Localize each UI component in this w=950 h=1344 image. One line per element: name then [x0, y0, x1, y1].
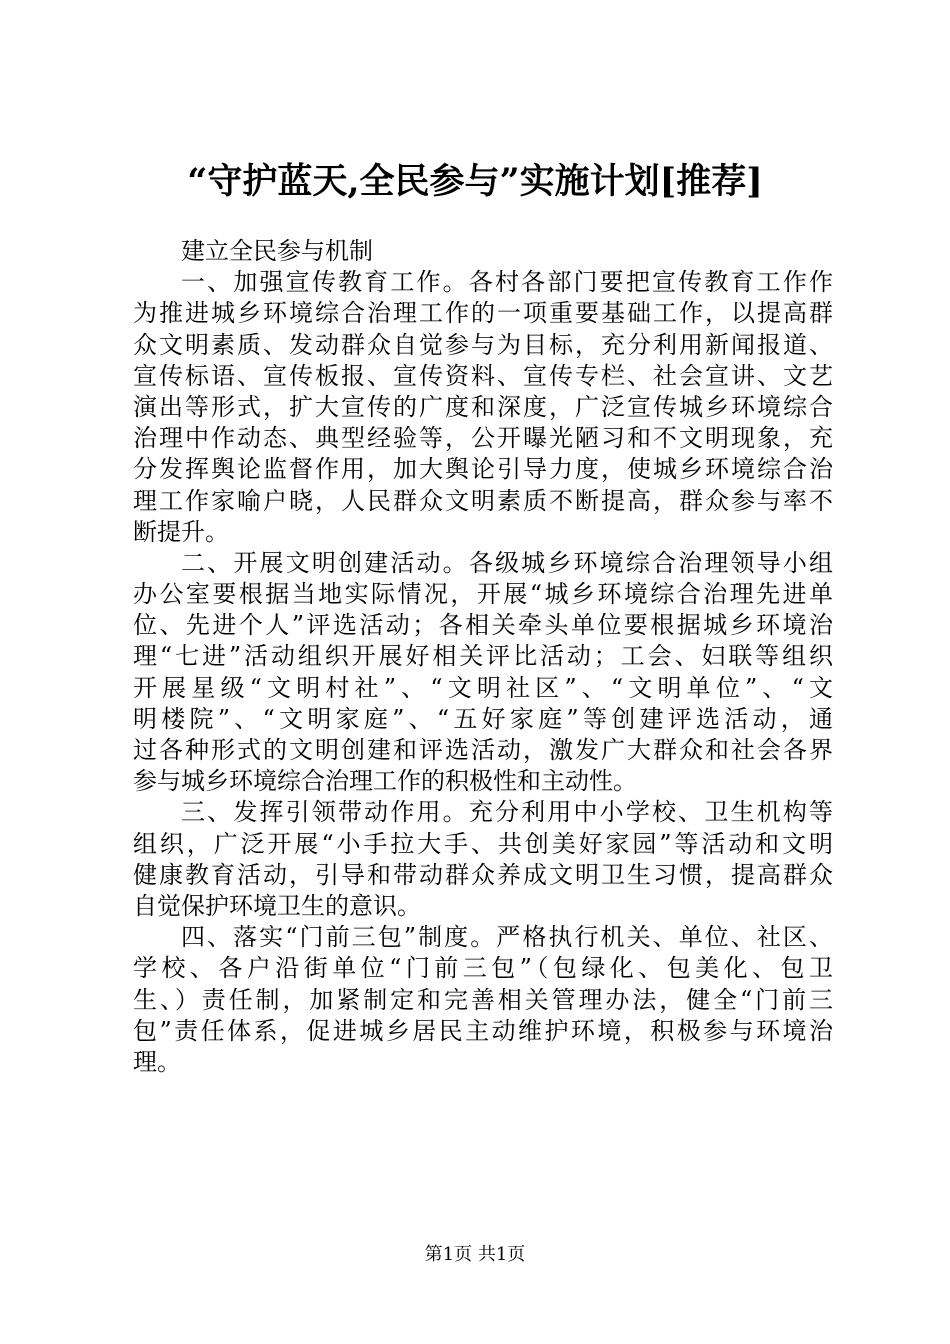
body-line: 理。 — [133, 1047, 181, 1076]
document-body — [133, 236, 833, 1078]
body-line: 过各种形式的文明创建和评选活动，激发广大群众和社会各界 — [133, 736, 833, 764]
body-line: 宣传标语、宣传板报、宣传资料、宣传专栏、社会宣讲、文艺 — [133, 361, 833, 390]
body-line: 学校、各户沿街单位“门前三包”（包绿化、包美化、包卫 — [133, 954, 833, 983]
body-line: 分发挥舆论监督作用，加大舆论引导力度，使城乡环境综合治 — [133, 455, 833, 484]
body-line: 四、落实“门前三包”制度。严格执行机关、单位、社区、 — [181, 923, 833, 952]
body-line: 建立全民参与机制 — [181, 237, 373, 265]
body-line: 为推进城乡环境综合治理工作的一项重要基础工作，以提高群 — [133, 299, 833, 328]
body-line: 众文明素质、发动群众自觉参与为目标，充分利用新闻报道、 — [133, 330, 833, 359]
body-line: 明楼院”、“文明家庭”、“五好家庭”等创建评选活动，通 — [133, 704, 833, 733]
body-line: 一、加强宣传教育工作。各村各部门要把宣传教育工作作 — [181, 268, 833, 297]
body-line: 健康教育活动，引导和带动群众养成文明卫生习惯，提高群众 — [133, 860, 833, 889]
body-line: 生、）责任制，加紧制定和完善相关管理办法，健全“门前三 — [133, 985, 833, 1014]
body-line: 断提升。 — [133, 517, 229, 546]
body-line: 理“七进”活动组织开展好相关评比活动；工会、妇联等组织 — [133, 642, 833, 671]
body-line: 二、开展文明创建活动。各级城乡环境综合治理领导小组 — [181, 548, 833, 577]
document-title: “守护蓝天,全民参与”实施计划[推荐] — [187, 161, 763, 202]
body-line: 组织，广泛开展“小手拉大手、共创美好家园”等活动和文明 — [133, 829, 833, 858]
body-line: 包”责任体系，促进城乡居民主动维护环境，积极参与环境治 — [133, 1016, 833, 1045]
body-line: 参与城乡环境综合治理工作的积极性和主动性。 — [133, 767, 637, 796]
body-line: 位、先进个人”评选活动；各相关牵头单位要根据城乡环境治 — [133, 611, 833, 640]
body-line: 演出等形式，扩大宣传的广度和深度，广泛宣传城乡环境综合 — [133, 392, 833, 421]
body-line: 办公室要根据当地实际情况，开展“城乡环境综合治理先进单 — [133, 580, 833, 609]
body-line: 三、发挥引领带动作用。充分利用中小学校、卫生机构等 — [181, 798, 833, 827]
page-footer: 第1页 共1页 — [424, 1244, 526, 1265]
body-line: 理工作家喻户晓，人民群众文明素质不断提高，群众参与率不 — [133, 486, 833, 515]
body-line: 开展星级“文明村社”、“文明社区”、“文明单位”、“文 — [133, 673, 833, 702]
body-line: 自觉保护环境卫生的意识。 — [133, 891, 421, 920]
body-line: 治理中作动态、典型经验等，公开曝光陋习和不文明现象，充 — [133, 424, 833, 453]
